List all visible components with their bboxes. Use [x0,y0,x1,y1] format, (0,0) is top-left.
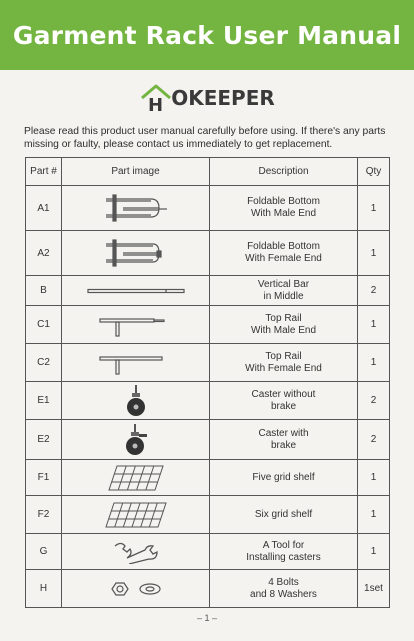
part-number: B [26,276,62,306]
quantity: 1 [358,534,390,570]
description-line: Installing casters [246,551,321,563]
header-image: Part image [62,158,210,186]
description-line: Top Rail [265,350,302,362]
top-rail-male-icon [96,311,176,339]
description-line: Foldable Bottom [247,241,320,252]
table-header-row [26,158,390,186]
caster-icon [124,384,148,418]
description-line: Caster with [258,427,309,439]
quantity: 1 [358,306,390,344]
description-line: Caster without [251,388,316,400]
quantity: 2 [358,276,390,306]
description-line: With Male End [250,324,317,336]
description-line: 4 Bolts [268,576,299,588]
quantity: 2 [358,382,390,420]
part-number: C2 [26,344,62,382]
description-line: brake [270,400,296,412]
table-row [26,344,390,382]
table-row [26,306,390,344]
intro-paragraph: Please read this product user manual carefully before using. If there's any parts missing or faulty, please contact us immediately to get replacement. [24,126,386,150]
description-line: brake [270,439,296,451]
part-number: F1 [26,460,62,496]
table-row [26,420,390,460]
description-line: Vertical Bar [257,278,310,290]
wrench-icon [111,540,161,564]
table-row [26,276,390,306]
header-qty: Qty [358,158,390,186]
table-row [26,570,390,608]
description-line: A Tool for [262,539,305,551]
vertical-bar-icon [86,286,186,296]
brand-name: OKEEPER [171,86,275,110]
part-number: A2 [26,231,62,276]
quantity: 1 [358,460,390,496]
part-number: C1 [26,306,62,344]
description-line: With Female End [245,253,322,264]
five-grid-shelf-icon [107,464,165,492]
quantity: 1set [358,570,390,608]
table-row [26,382,390,420]
bottom-female-icon [101,236,171,270]
page-title: Garment Rack User Manual [12,20,402,50]
svg-text:H: H [148,95,164,113]
parts-table [25,157,390,608]
header-description: Description [210,158,358,186]
part-number: E1 [26,382,62,420]
page-number: – 1 – [196,613,218,623]
description-line: With Female End [245,362,322,374]
description-line: Top Rail [265,312,302,324]
top-rail-female-icon [96,349,176,377]
bolt-washer-icon [106,579,166,599]
description-line: Five grid shelf [252,471,315,483]
table-row [26,186,390,231]
house-logo-icon [139,83,173,113]
bottom-male-icon [101,191,171,225]
part-number: E2 [26,420,62,460]
part-number: G [26,534,62,570]
title-banner [0,0,414,70]
six-grid-shelf-icon [104,501,168,529]
description-line: Six grid shelf [254,508,313,520]
table-row [26,460,390,496]
table-row [26,534,390,570]
table-row [26,496,390,534]
brand-logo [0,80,414,116]
caster-brake-icon [123,423,149,457]
part-number: A1 [26,186,62,231]
part-number: H [26,570,62,608]
description-line: in Middle [263,290,304,302]
quantity: 1 [358,186,390,231]
description-line: With Male End [250,208,317,219]
description-line: Foldable Bottom [247,196,320,207]
part-number: F2 [26,496,62,534]
quantity: 1 [358,496,390,534]
quantity: 2 [358,420,390,460]
quantity: 1 [358,231,390,276]
header-part: Part # [26,158,62,186]
table-row [26,231,390,276]
description-line: and 8 Washers [250,588,317,600]
quantity: 1 [358,344,390,382]
